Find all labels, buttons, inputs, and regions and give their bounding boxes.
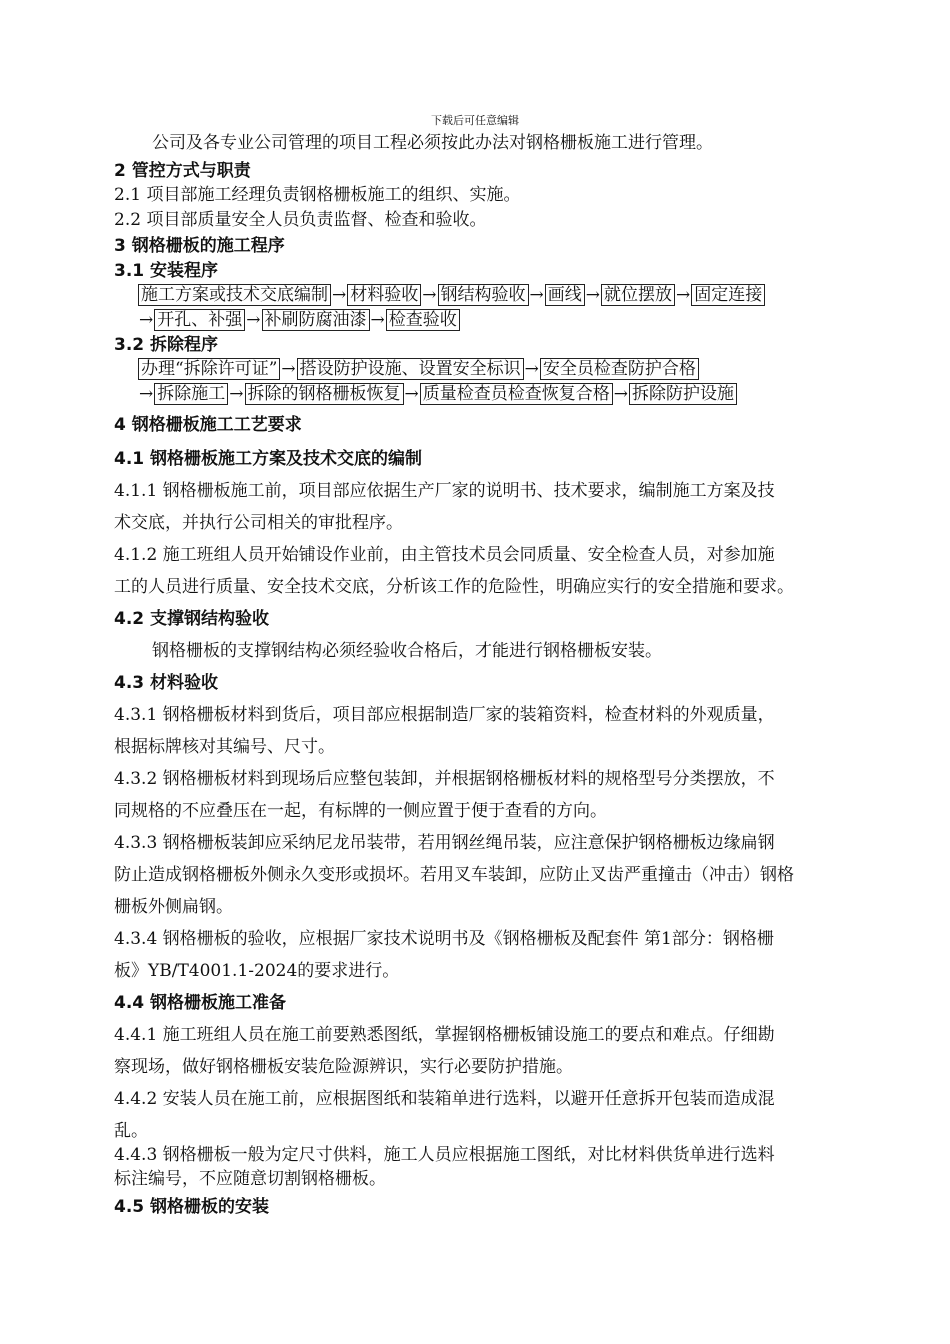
para-4-4-1: 4.4.1 施工班组人员在施工前要熟悉图纸，掌握钢格栅板铺设施工的要点和难点。仔细勘 (114, 1025, 775, 1045)
section-2-heading: 2 管控方式与职责 (114, 161, 251, 181)
arrow-icon: → (139, 384, 154, 404)
section-4-2-heading: 4.2 支撑钢结构验收 (114, 609, 270, 629)
arrow-icon: → (139, 310, 154, 330)
section-3-2-heading: 3.2 拆除程序 (114, 335, 219, 355)
flow-step: 拆除防护设施 (629, 383, 737, 405)
para-4-4-1-cont: 察现场，做好钢格栅板安装危险源辨识，实行必要防护措施。 (114, 1057, 573, 1077)
arrow-icon: → (676, 285, 691, 305)
install-flow-row-2 (138, 309, 460, 331)
section-2-1: 2.1 项目部施工经理负责钢格栅板施工的组织、实施。 (114, 185, 521, 205)
arrow-icon: → (281, 359, 296, 379)
para-4-3-1: 4.3.1 钢格栅板材料到货后，项目部应根据制造厂家的装箱资料，检查材料的外观质量， (114, 705, 775, 725)
flow-step: 开孔、补强 (154, 309, 245, 331)
flow-step: 办理“拆除许可证” (138, 358, 280, 380)
flow-step: 钢结构验收 (438, 284, 529, 306)
para-4-3-4-cont: 板》YB/T4001.1-2024的要求进行。 (114, 961, 400, 981)
para-4-3-1-cont: 根据标牌核对其编号、尺寸。 (114, 737, 335, 757)
flow-step: 就位摆放 (601, 284, 675, 306)
flow-step: 拆除的钢格栅板恢复 (245, 383, 404, 405)
section-4-heading: 4 钢格栅板施工工艺要求 (114, 415, 302, 435)
para-4-3-3-cont: 防止造成钢格栅板外侧永久变形或损坏。若用叉车装卸，应防止叉齿严重撞击（冲击）钢格 (114, 865, 794, 885)
para-4-1-2-cont: 工的人员进行质量、安全技术交底，分析该工作的危险性，明确应实行的安全措施和要求。 (114, 577, 794, 597)
para-4-2: 钢格栅板的支撑钢结构必须经验收合格后，才能进行钢格栅板安装。 (152, 641, 662, 661)
para-4-3-4: 4.3.4 钢格栅板的验收，应根据厂家技术说明书及《钢格栅板及配套件 第1部分：钢格栅 (114, 929, 774, 949)
arrow-icon: → (524, 359, 539, 379)
flow-step: 安全员检查防护合格 (540, 358, 699, 380)
para-4-4-2-cont: 乱。 (114, 1121, 148, 1141)
section-4-5-heading: 4.5 钢格栅板的安装 (114, 1197, 270, 1217)
para-4-3-3: 4.3.3 钢格栅板装卸应采纳尼龙吊装带，若用钢丝绳吊装，应注意保护钢格栅板边缘扁钢 (114, 833, 775, 853)
flow-step: 施工方案或技术交底编制 (138, 284, 331, 306)
remove-flow-row-2 (138, 383, 737, 405)
para-4-4-3-cont: 标注编号，不应随意切割钢格栅板。 (114, 1169, 386, 1189)
flow-step: 搭设防护设施、设置安全标识 (297, 358, 524, 380)
arrow-icon: → (422, 285, 437, 305)
install-flow-row-1 (138, 284, 765, 306)
flow-step: 质量检查员检查恢复合格 (420, 383, 613, 405)
arrow-icon: → (370, 310, 385, 330)
remove-flow-row-1 (138, 358, 699, 380)
section-3-1-heading: 3.1 安装程序 (114, 261, 219, 281)
section-4-1-heading: 4.1 钢格栅板施工方案及技术交底的编制 (114, 449, 423, 469)
para-4-1-1: 4.1.1 钢格栅板施工前，项目部应依据生产厂家的说明书、技术要求，编制施工方案及技 (114, 481, 775, 501)
arrow-icon: → (246, 310, 261, 330)
para-4-3-3-cont2: 栅板外侧扁钢。 (114, 897, 233, 917)
intro-paragraph: 公司及各专业公司管理的项目工程必须按此办法对钢格栅板施工进行管理。 (152, 133, 713, 153)
flow-step: 固定连接 (691, 284, 765, 306)
arrow-icon: → (404, 384, 419, 404)
section-2-2: 2.2 项目部质量安全人员负责监督、检查和验收。 (114, 210, 487, 230)
arrow-icon: → (229, 384, 244, 404)
section-4-4-heading: 4.4 钢格栅板施工准备 (114, 993, 287, 1013)
header-note: 下载后可任意编辑 (431, 114, 519, 127)
para-4-3-2: 4.3.2 钢格栅板材料到现场后应整包装卸，并根据钢格栅板材料的规格型号分类摆放，不 (114, 769, 775, 789)
arrow-icon: → (529, 285, 544, 305)
para-4-1-2: 4.1.2 施工班组人员开始铺设作业前，由主管技术员会同质量、安全检查人员，对参加施 (114, 545, 775, 565)
para-4-1-1-cont: 术交底，并执行公司相关的审批程序。 (114, 513, 403, 533)
flow-step: 材料验收 (347, 284, 421, 306)
para-4-4-2: 4.4.2 安装人员在施工前，应根据图纸和装箱单进行选料，以避开任意拆开包装而造成混 (114, 1089, 775, 1109)
arrow-icon: → (332, 285, 347, 305)
flow-step: 补刷防腐油漆 (262, 309, 370, 331)
section-3-heading: 3 钢格栅板的施工程序 (114, 236, 285, 256)
flow-step: 拆除施工 (154, 383, 228, 405)
flow-step: 画线 (545, 284, 585, 306)
para-4-3-2-cont: 同规格的不应叠压在一起，有标牌的一侧应置于便于查看的方向。 (114, 801, 607, 821)
section-4-3-heading: 4.3 材料验收 (114, 673, 219, 693)
arrow-icon: → (613, 384, 628, 404)
flow-step: 检查验收 (386, 309, 460, 331)
para-4-4-3: 4.4.3 钢格栅板一般为定尺寸供料，施工人员应根据施工图纸，对比材料供货单进行选料 (114, 1145, 775, 1165)
arrow-icon: → (585, 285, 600, 305)
